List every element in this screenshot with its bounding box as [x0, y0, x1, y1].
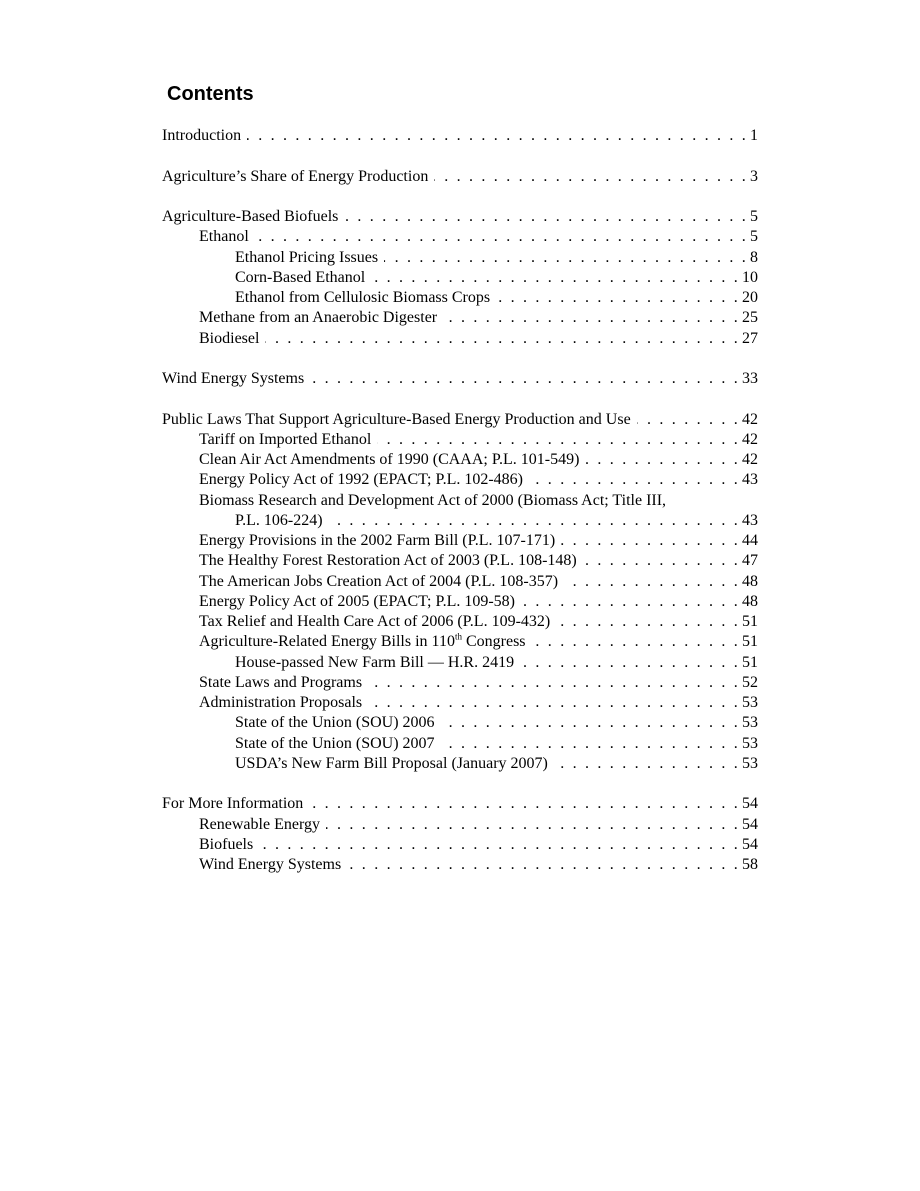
toc-entry-title: Administration Proposals [199, 694, 363, 711]
toc-entry[interactable] [162, 835, 758, 855]
toc-entry-title: Biomass Research and Development Act of 2000 (Biomass Act; Title III, [199, 491, 667, 509]
toc-entry-title-line[interactable] [162, 491, 758, 511]
leader-dots [521, 592, 740, 612]
leader-dots [326, 815, 740, 835]
toc-entry[interactable] [162, 268, 758, 288]
toc-entry[interactable] [162, 794, 758, 814]
toc-page-number: 51 [742, 613, 758, 630]
leader-dots [556, 612, 740, 632]
leader-dots [434, 167, 748, 187]
toc-entry[interactable] [162, 410, 758, 430]
toc-page-number: 47 [742, 552, 758, 570]
leader-dots [585, 450, 740, 470]
toc-page-number: 8 [750, 248, 758, 266]
toc-entry[interactable] [162, 632, 758, 652]
leader-dots [532, 632, 740, 652]
toc-page-number: 48 [742, 592, 758, 610]
toc-page-number: 52 [742, 673, 758, 691]
leader-dots [368, 673, 740, 693]
leader-dots [564, 572, 740, 592]
leader-dots [377, 430, 740, 450]
toc-page-number: 3 [750, 167, 758, 185]
leader-dots [441, 734, 740, 754]
leader-dots [347, 855, 740, 875]
toc-entry[interactable] [162, 572, 758, 592]
leader-dots [583, 551, 740, 571]
toc-entry[interactable] [162, 815, 758, 835]
toc-entry-title: Wind Energy Systems [199, 856, 342, 873]
toc-page-number: 43 [742, 511, 758, 529]
leader-dots [384, 248, 748, 268]
toc-entry[interactable] [162, 308, 758, 328]
toc-page-number: 53 [742, 714, 758, 732]
leader-dots [247, 126, 748, 146]
toc-page-number: 1 [750, 127, 758, 144]
toc-entry-title: State of the Union (SOU) 2007 [235, 734, 435, 752]
toc-entry-title: The American Jobs Creation Act of 2004 (P.L. 108-357) [199, 572, 559, 590]
toc-entry[interactable] [162, 592, 758, 612]
toc-entry-title: State of the Union (SOU) 2006 [235, 714, 435, 732]
toc-entry-title: Ethanol from Cellulosic Biomass Crops [235, 289, 491, 306]
toc-entry-title: Wind Energy Systems [162, 370, 305, 387]
leader-dots [441, 713, 740, 733]
toc-entry[interactable] [162, 673, 758, 693]
toc-entry-title: Energy Policy Act of 2005 (EPACT; P.L. 109-58) [199, 592, 515, 610]
toc-page-number: 20 [742, 289, 758, 306]
toc-entry-title: USDA’s New Farm Bill Proposal (January 2007) [235, 754, 548, 772]
toc-entry[interactable] [162, 693, 758, 713]
toc-page-number: 58 [742, 856, 758, 873]
table-of-contents [162, 126, 758, 875]
toc-page-number: 27 [742, 329, 758, 347]
toc-page-number: 44 [742, 532, 758, 549]
toc-page-number: 25 [742, 309, 758, 327]
toc-entry-title: Introduction [162, 127, 242, 144]
toc-page-number: 53 [742, 754, 758, 772]
toc-page-number: 42 [742, 430, 758, 448]
toc-entry[interactable] [162, 713, 758, 733]
page-title: Contents [167, 83, 254, 105]
toc-entry-title: Energy Provisions in the 2002 Farm Bill (P.L. 107-171) [199, 532, 556, 549]
toc-entry[interactable] [162, 855, 758, 875]
leader-dots [371, 268, 740, 288]
toc-page-number: 51 [742, 653, 758, 671]
toc-page-number: 43 [742, 471, 758, 489]
toc-entry-title: Ethanol [199, 228, 249, 246]
toc-entry[interactable] [162, 227, 758, 247]
toc-entry[interactable] [162, 288, 758, 308]
leader-dots [255, 227, 748, 247]
toc-entry[interactable] [162, 734, 758, 754]
toc-entry-title: Energy Policy Act of 1992 (EPACT; P.L. 102-486) [199, 471, 523, 489]
leader-dots [529, 470, 740, 490]
toc-page-number: 5 [750, 228, 758, 246]
toc-entry-title: Agriculture-Related Energy Bills in 110th Congress [199, 632, 526, 651]
toc-page-number: 53 [742, 694, 758, 711]
toc-entry-title: Tariff on Imported Ethanol [199, 430, 372, 448]
toc-entry-title: Biofuels [199, 835, 254, 853]
leader-dots [443, 308, 740, 328]
toc-entry[interactable] [162, 369, 758, 389]
toc-entry-title: Public Laws That Support Agriculture-Based Energy Production and Use [162, 410, 631, 428]
toc-entry[interactable] [162, 126, 758, 146]
leader-dots [309, 794, 740, 814]
toc-page-number: 53 [742, 734, 758, 752]
leader-dots [310, 369, 740, 389]
toc-entry-title: Agriculture’s Share of Energy Production [162, 167, 429, 185]
toc-entry-title: Agriculture-Based Biofuels [162, 208, 339, 225]
leader-dots [554, 754, 740, 774]
toc-entry-title: House-passed New Farm Bill — H.R. 2419 [235, 653, 515, 671]
toc-entry-title: Clean Air Act Amendments of 1990 (CAAA; P.L. 101-549) [199, 451, 580, 468]
toc-entry[interactable] [162, 430, 758, 450]
toc-page-number: 5 [750, 208, 758, 225]
toc-entry[interactable] [162, 551, 758, 571]
toc-page-number: 33 [742, 370, 758, 387]
toc-entry[interactable] [162, 248, 758, 268]
toc-page-number: 51 [742, 633, 758, 651]
leader-dots [368, 693, 740, 713]
toc-entry-title: Ethanol Pricing Issues [235, 248, 379, 266]
toc-entry-title: Corn-Based Ethanol [235, 268, 366, 286]
leader-dots [561, 531, 740, 551]
toc-entry-title-continuation: P.L. 106-224) [235, 511, 323, 529]
toc-entry-title: Renewable Energy [199, 815, 320, 833]
toc-entry[interactable] [162, 207, 758, 227]
toc-entry[interactable] [162, 450, 758, 470]
toc-page-number: 54 [742, 795, 758, 813]
leader-dots [329, 511, 740, 531]
toc-entry-title: Methane from an Anaerobic Digester [199, 309, 438, 327]
toc-page-number: 42 [742, 451, 758, 468]
toc-page-number: 48 [742, 572, 758, 590]
toc-entry-title: Tax Relief and Health Care Act of 2006 (P.L. 109-432) [199, 613, 551, 630]
toc-page-number: 54 [742, 815, 758, 833]
leader-dots [344, 207, 748, 227]
toc-page-number: 42 [742, 410, 758, 428]
toc-entry[interactable] [162, 531, 758, 551]
toc-entry-title: State Laws and Programs [199, 673, 363, 691]
toc-entry-title: Biodiesel [199, 329, 260, 347]
toc-entry[interactable] [162, 329, 758, 349]
toc-entry[interactable] [162, 653, 758, 673]
toc-page-number: 10 [742, 268, 758, 286]
leader-dots [520, 653, 740, 673]
toc-entry[interactable] [162, 511, 758, 531]
toc-entry[interactable] [162, 612, 758, 632]
toc-entry[interactable] [162, 167, 758, 187]
toc-entry-title: The Healthy Forest Restoration Act of 2003 (P.L. 108-148) [199, 552, 577, 570]
toc-entry[interactable] [162, 754, 758, 774]
leader-dots [265, 329, 740, 349]
toc-entry[interactable] [162, 470, 758, 490]
toc-page-number: 54 [742, 835, 758, 853]
toc-entry-title: For More Information [162, 795, 304, 813]
leader-dots [496, 288, 740, 308]
leader-dots [259, 835, 740, 855]
leader-dots [637, 410, 740, 430]
